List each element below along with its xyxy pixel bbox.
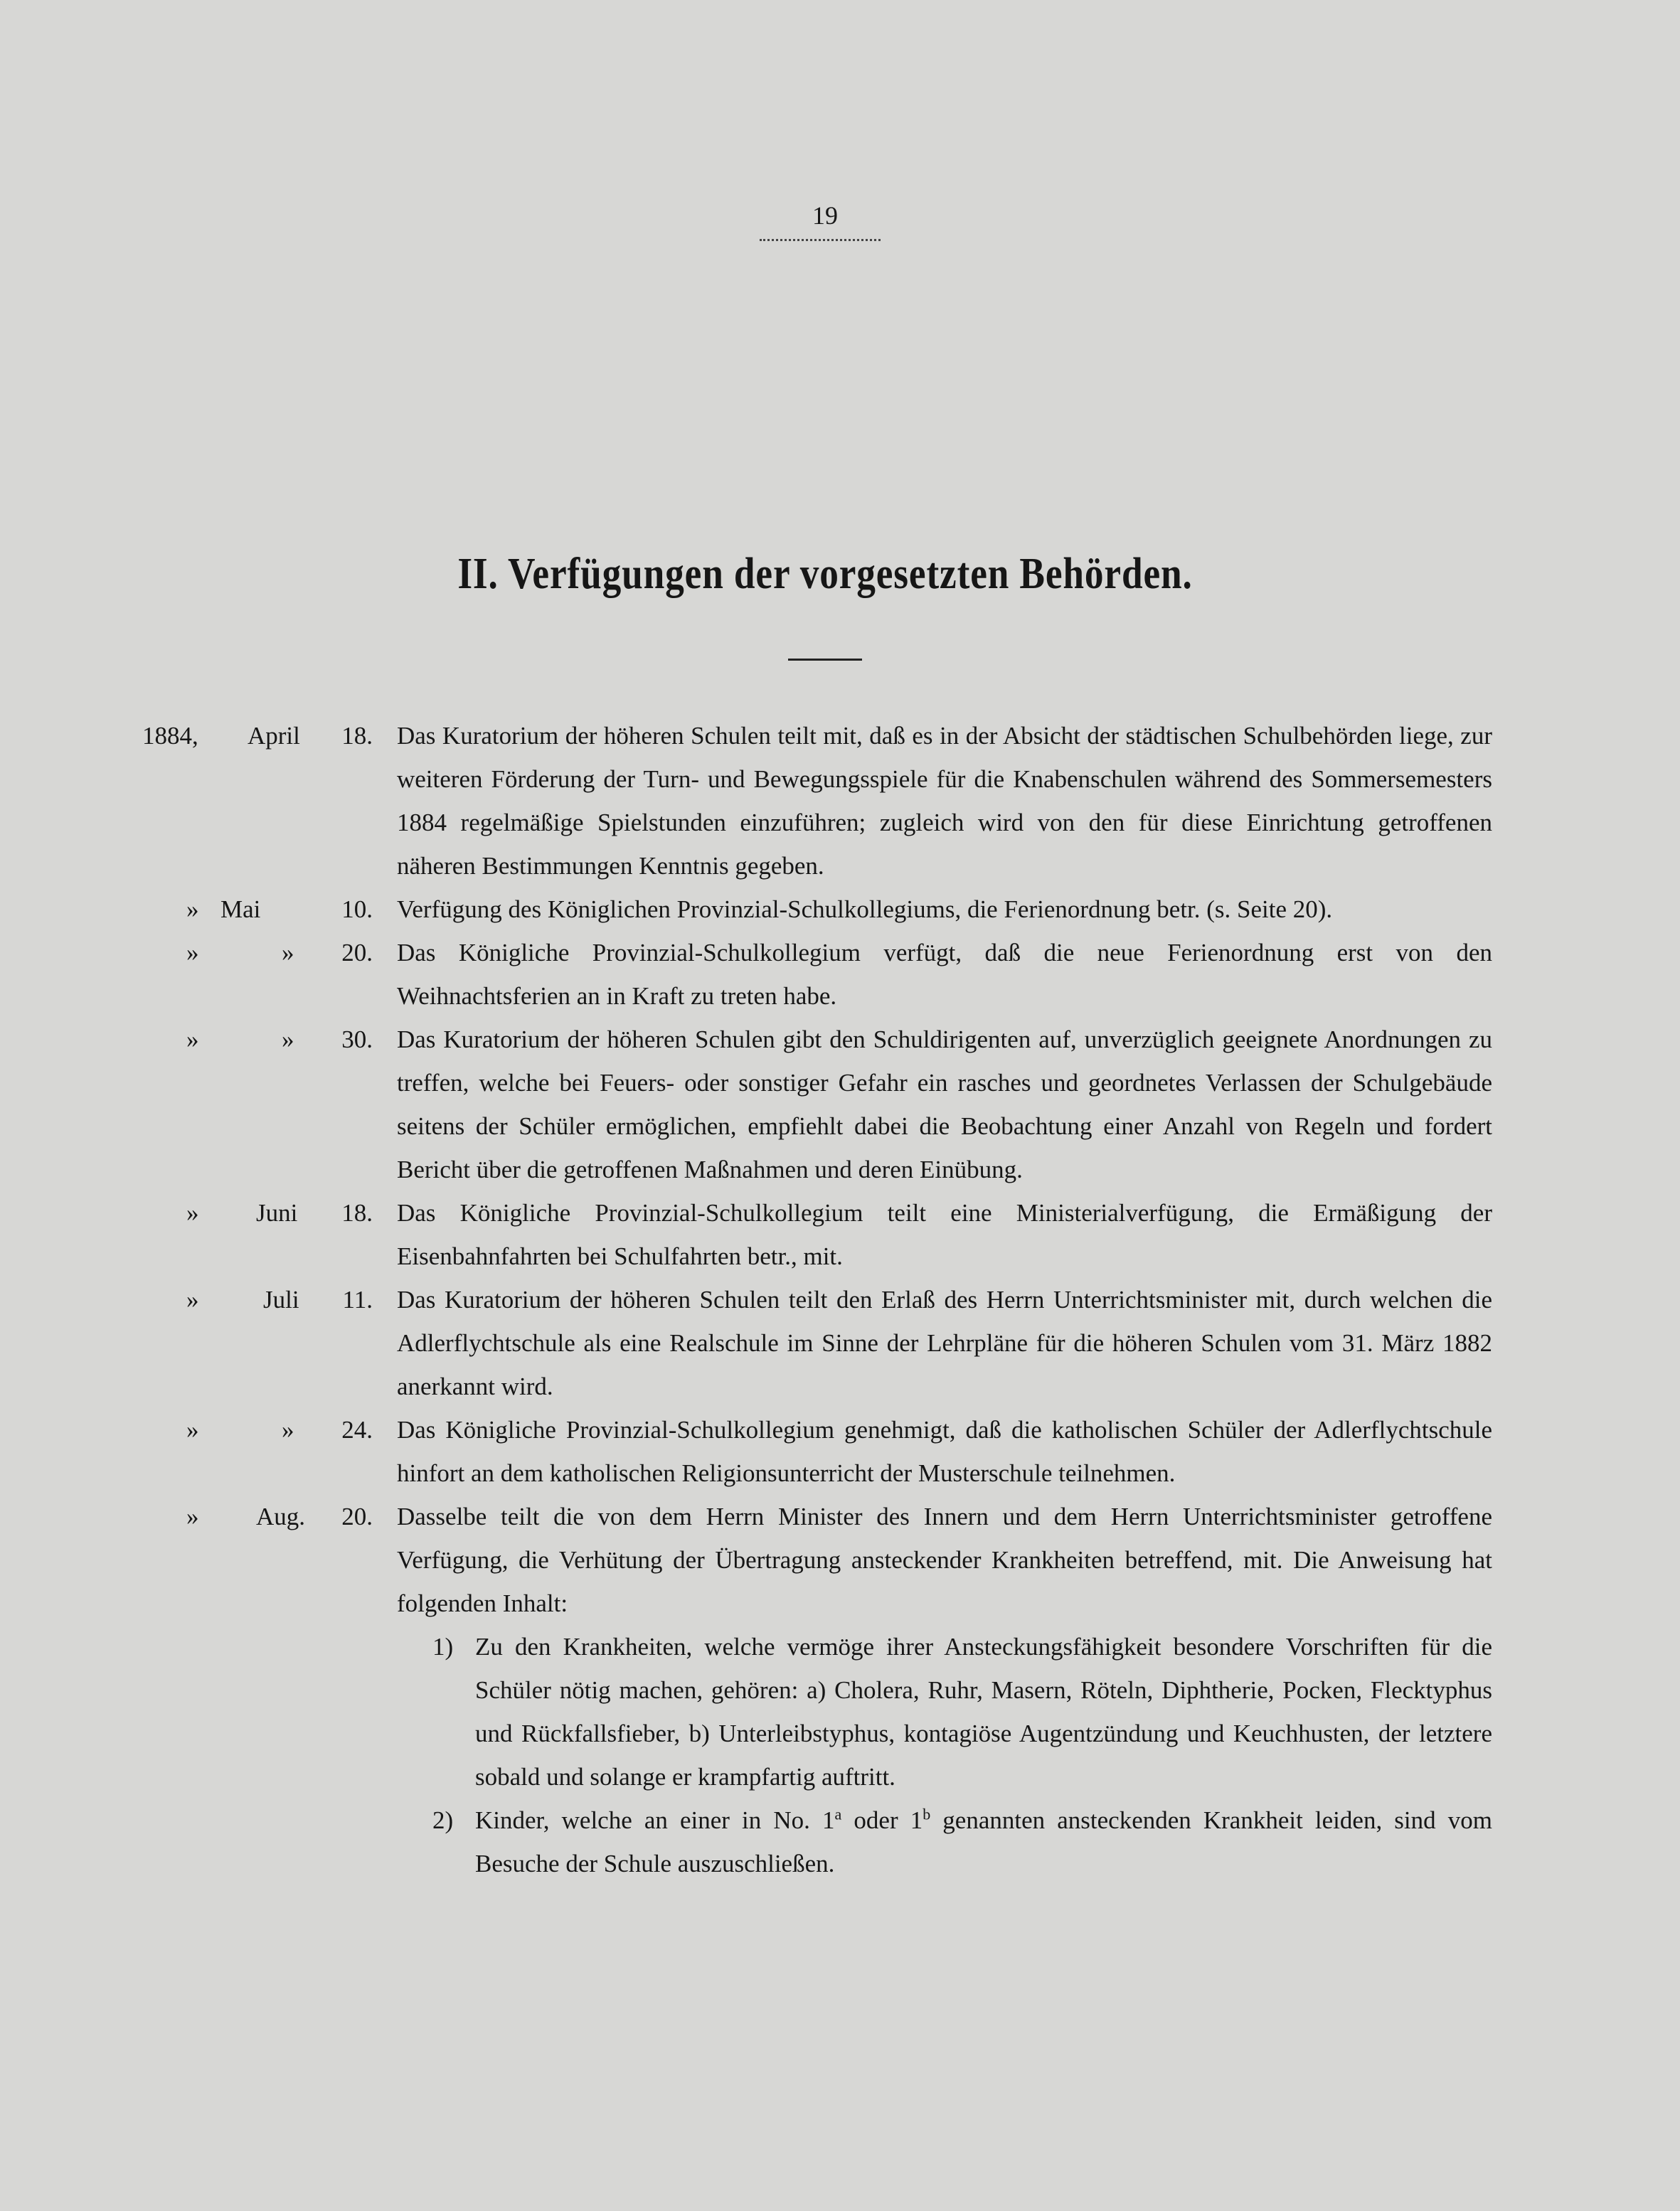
- decree-text: Verfügung des Königlichen Provinzial-Schulkollegiums, die Ferienordnung betr. (s. Seite 20).: [397, 895, 1333, 923]
- decree-text: Das Königliche Provinzial-Schulkollegium verfügt, daß die neue Ferienordnung erst von den Weihnachtsferien an in Kraft zu treten habe.: [397, 939, 1492, 1010]
- page-number-ornament: [760, 239, 881, 241]
- decree-entry: [0, 1191, 1680, 1278]
- instruction-item: [397, 1625, 1492, 1799]
- instruction-text-part: oder 1: [841, 1806, 923, 1834]
- decree-date: [142, 1495, 377, 1538]
- date-day: 30.: [341, 1025, 373, 1053]
- page-number: 19: [812, 201, 838, 230]
- decree-entry: [0, 931, 1680, 1018]
- date-ditto-mark: »: [186, 1416, 199, 1444]
- date-month: Juli: [263, 1286, 299, 1314]
- date-day: 24.: [341, 1416, 373, 1444]
- decree-text: Das Königliche Provinzial-Schulkollegium teilt eine Ministerialverfügung, die Ermäßigung der Eisenbahnfahrten bei Schulfahrten betr., mit.: [397, 1199, 1492, 1270]
- decree-date: [142, 1018, 377, 1061]
- instruction-text: [475, 1806, 1492, 1877]
- instruction-number: 1): [432, 1633, 454, 1661]
- date-month: April: [248, 722, 300, 750]
- date-ditto-mark: »: [186, 895, 199, 923]
- decree-date: [142, 714, 377, 757]
- date-ditto-mark: »: [186, 939, 199, 966]
- date-month: Juni: [256, 1199, 298, 1227]
- decree-date: [142, 1191, 377, 1235]
- instruction-number: 2): [432, 1806, 454, 1834]
- decree-text: Das Kuratorium der höheren Schulen teilt mit, daß es in der Absicht der städtischen Schulbehörden liege, zur weiteren Förderung der Turn- und Bewegungsspiele für die Knabenschulen während des Sommersemesters 1884 regelmäßige Spielstunden einzuführen; zugleich wird von den für diese Einrichtung getroffenen näheren Bestimmungen Kenntnis gegeben.: [397, 722, 1492, 880]
- instruction-item: [397, 1799, 1492, 1885]
- section-title: II. Verfügungen der vorgesetzten Behörden.: [457, 550, 1193, 598]
- date-month: Aug.: [256, 1503, 306, 1530]
- date-day: 18.: [341, 722, 373, 750]
- date-ditto-mark: »: [186, 1199, 199, 1227]
- date-month-ditto: »: [282, 1025, 294, 1053]
- date-day: 20.: [341, 1503, 373, 1530]
- date-ditto-mark: »: [186, 1286, 199, 1314]
- decree-list: [0, 714, 1680, 1885]
- date-ditto-mark: »: [186, 1503, 199, 1530]
- date-day: 20.: [341, 939, 373, 966]
- decree-date: [142, 888, 377, 931]
- decree-date: [142, 1278, 377, 1321]
- decree-entry: [0, 888, 1680, 931]
- decree-text: Das Kuratorium der höheren Schulen teilt den Erlaß des Herrn Unterrichtsminister mit, durch welchen die Adlerflychtschule als eine Realschule im Sinne der Lehrpläne für die höheren Schulen vom 31. März 1882 anerkannt wird.: [397, 1286, 1492, 1400]
- decree-entry: [0, 1495, 1680, 1625]
- instruction-text-part: Kinder, welche an einer in No. 1: [475, 1806, 835, 1834]
- date-day: 11.: [342, 1286, 373, 1314]
- title-divider: [788, 659, 862, 661]
- decree-entry: [0, 714, 1680, 888]
- decree-date: [142, 931, 377, 974]
- decree-entry: [0, 1018, 1680, 1191]
- instruction-list: [397, 1625, 1492, 1885]
- instruction-text: Zu den Krankheiten, welche vermöge ihrer Ansteckungsfähigkeit besondere Vorschriften für die Schüler nötig machen, gehören: a) Cholera, Ruhr, Masern, Röteln, Diphtherie, Pocken, Flecktyphus und Rückfallsfieber, b) Unterleibstyphus, kontagiöse Augentzündung und Keuchhusten, der letztere sobald und solange er krampfartig auftritt.: [475, 1633, 1492, 1791]
- superscript-a: a: [834, 1805, 842, 1823]
- decree-text: Dasselbe teilt die von dem Herrn Minister des Innern und dem Herrn Unterrichtsminister getroffene Verfügung, die Verhütung der Übertragung ansteckender Krankheiten betreffend, mit. Die Anweisung hat folgenden Inhalt:: [397, 1503, 1492, 1617]
- superscript-b: b: [923, 1805, 931, 1823]
- decree-entry: [0, 1278, 1680, 1408]
- date-year: 1884,: [142, 722, 198, 750]
- date-ditto-mark: »: [186, 1025, 199, 1053]
- decree-date: [142, 1408, 377, 1451]
- instruction-text-part: genannten ansteckenden Krankheit leiden, sind vom Besuche der Schule auszuschließen.: [475, 1806, 1492, 1877]
- date-day: 10.: [341, 895, 373, 923]
- decree-entry: [0, 1408, 1680, 1495]
- decree-text: Das Königliche Provinzial-Schulkollegium genehmigt, daß die katholischen Schüler der Adlerflychtschule hinfort an dem katholischen Religionsunterricht der Musterschule teilnehmen.: [397, 1416, 1492, 1487]
- date-day: 18.: [341, 1199, 373, 1227]
- date-month-ditto: »: [282, 939, 294, 966]
- date-month-ditto: »: [282, 1416, 294, 1444]
- date-month: Mai: [220, 895, 261, 923]
- decree-text: Das Kuratorium der höheren Schulen gibt den Schuldirigenten auf, unverzüglich geeignete Anordnungen zu treffen, welche bei Feuers- oder sonstiger Gefahr ein rasches und geordnetes Verlassen der Schulgebäude seitens der Schüler ermöglichen, empfiehlt dabei die Beobachtung einer Anzahl von Regeln und fordert Bericht über die getroffenen Maßnahmen und deren Einübung.: [397, 1025, 1492, 1183]
